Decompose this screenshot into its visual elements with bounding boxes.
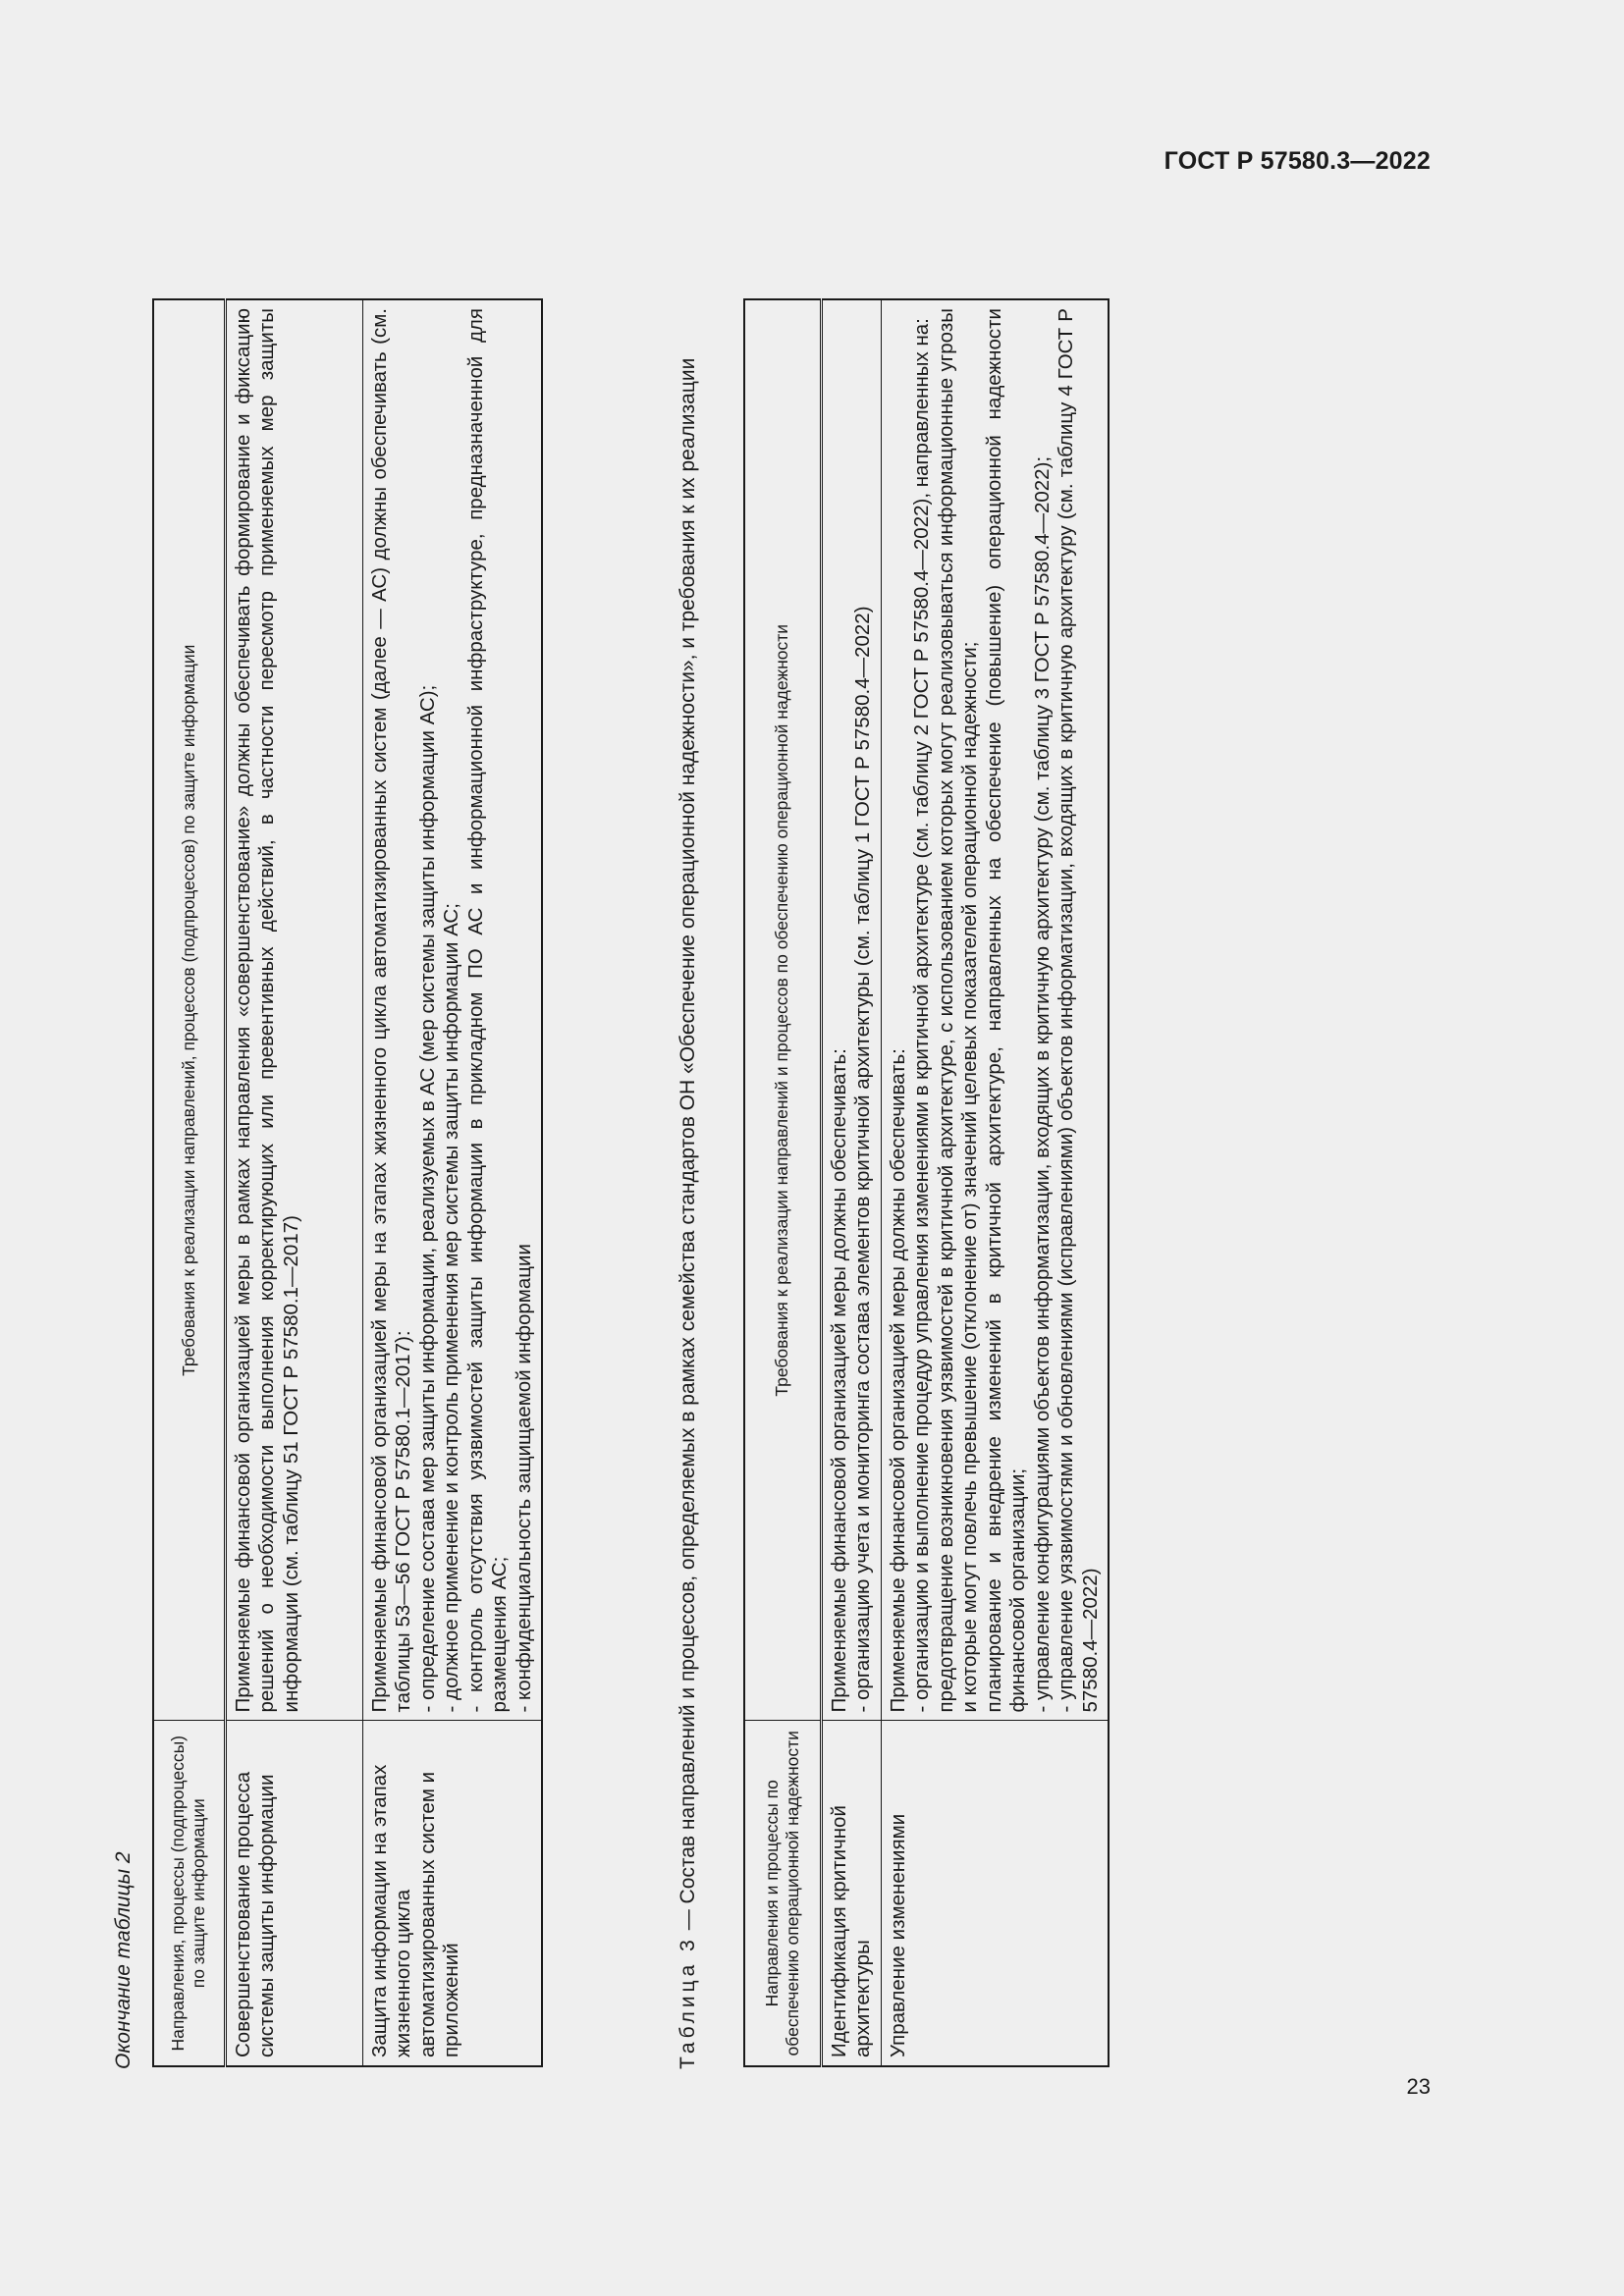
table-row bbox=[821, 299, 881, 2066]
table3-title-text: — Состав направлений и процессов, определяемых в рамках семейства стандартов ОН «Обеспечение операционной надежности», и требования к их реализации bbox=[677, 357, 699, 1937]
table2-row1-direction: Совершенствование процесса системы защиты информации bbox=[225, 1721, 362, 2066]
requirement-item: - организацию учета и мониторинга состава элементов критичной архитектуры (см. таблицу 1 ГОСТ Р 57580.4—2022) bbox=[851, 606, 874, 1713]
requirement-item: планирование и внедрение изменений в критичной архитектуре, направленных на обеспечение (повышение) операционной надежности финансовой организации; bbox=[982, 308, 1029, 1713]
page-number: 23 bbox=[1406, 2074, 1431, 2099]
requirement-intro: Применяемые финансовой организацией меры должны обеспечивать: bbox=[886, 1048, 909, 1713]
requirement-item: предотвращение возникновения уязвимостей в критичной архитектуре, с использованием которых могут реализовываться информационные угрозы и которые могут повлечь превышение (отклонение от) значений целевых показателей операционной надежности; bbox=[934, 308, 981, 1713]
table3-row1-requirement bbox=[821, 299, 881, 1721]
rotated-content bbox=[108, 204, 1326, 2069]
requirement-item: - конфиденциальность защищаемой информации bbox=[512, 1244, 535, 1713]
requirement-intro: Применяемые финансовой организацией меры должны обеспечивать: bbox=[827, 1048, 850, 1713]
table2-column-header-directions: Направления, процессы (подпроцессы) по защите информации bbox=[153, 1721, 225, 2066]
table3-title-label: Таблица 3 bbox=[677, 1936, 699, 2069]
requirement-item: - организацию и выполнение процедур управления изменениями в критичной архитектуре (см. таблицу 2 ГОСТ Р 57580.4—2022), направленных на: bbox=[910, 318, 933, 1713]
document-code-header: ГОСТ Р 57580.3—2022 bbox=[1164, 147, 1431, 175]
table3-column-header-requirements: Требования к реализации направлений и процессов по обеспечению операционной надежности bbox=[744, 299, 821, 1721]
table3-column-header-directions: Направления и процессы по обеспечению операционной надежности bbox=[744, 1721, 821, 2066]
requirement-item: - управление уязвимостями и обновлениями (исправлениями) объектов информатизации, входящих в критичную архитектуру (см. таблицу 4 ГОСТ Р 57580.4—2022) bbox=[1055, 308, 1102, 1713]
table-row bbox=[362, 299, 542, 2066]
table2-column-header-requirements: Требования к реализации направлений, процессов (подпроцессов) по защите информации bbox=[153, 299, 225, 1721]
table-row bbox=[225, 299, 362, 2066]
table3-row1-direction: Идентификация критичной архитектуры bbox=[821, 1721, 881, 2066]
requirement-item: - управление конфигурациями объектов информатизации, входящих в критичную архитектуру (см. таблицу 3 ГОСТ Р 57580.4—2022); bbox=[1030, 455, 1054, 1713]
requirement-intro: Применяемые финансовой организацией меры на этапах жизненного цикла автоматизированных систем (далее — АС) должны обеспечивать (см. таблицы 53—56 ГОСТ Р 57580.1—2017): bbox=[367, 308, 414, 1713]
table-row bbox=[881, 299, 1109, 2066]
table3-title bbox=[676, 302, 700, 2069]
table2-row2-direction: Защита информации на этапах жизненного цикла автоматизированных систем и приложений bbox=[362, 1721, 542, 2066]
requirement-item: - определение состава мер защиты информации, реализуемых в АС (мер системы защиты информации АС); bbox=[415, 684, 439, 1713]
table-2 bbox=[152, 298, 543, 2067]
table3-row2-direction: Управление изменениями bbox=[881, 1721, 1109, 2066]
table2-continuation-caption: Окончание таблицы 2 bbox=[112, 1851, 135, 2069]
table3-row2-requirement bbox=[881, 299, 1109, 1721]
table2-row1-requirement: Применяемые финансовой организацией меры в рамках направления «совершенствование» должны обеспечивать формирование и фиксацию решений о необходимости выполнения корректирующих или превентивных действий, в частности пересмотр применяемых мер защиты информации (см. таблицу 51 ГОСТ Р 57580.1—2017) bbox=[225, 299, 362, 1721]
requirement-item: - контроль отсутствия уязвимостей защиты информации в прикладном ПО АС и информационной инфраструктуре, предназначенной для размещения АС; bbox=[463, 308, 511, 1713]
table-3 bbox=[743, 298, 1110, 2067]
table2-row2-requirement bbox=[362, 299, 542, 1721]
requirement-item: - должное применение и контроль применения мер системы защиты информации АС; bbox=[440, 903, 462, 1713]
